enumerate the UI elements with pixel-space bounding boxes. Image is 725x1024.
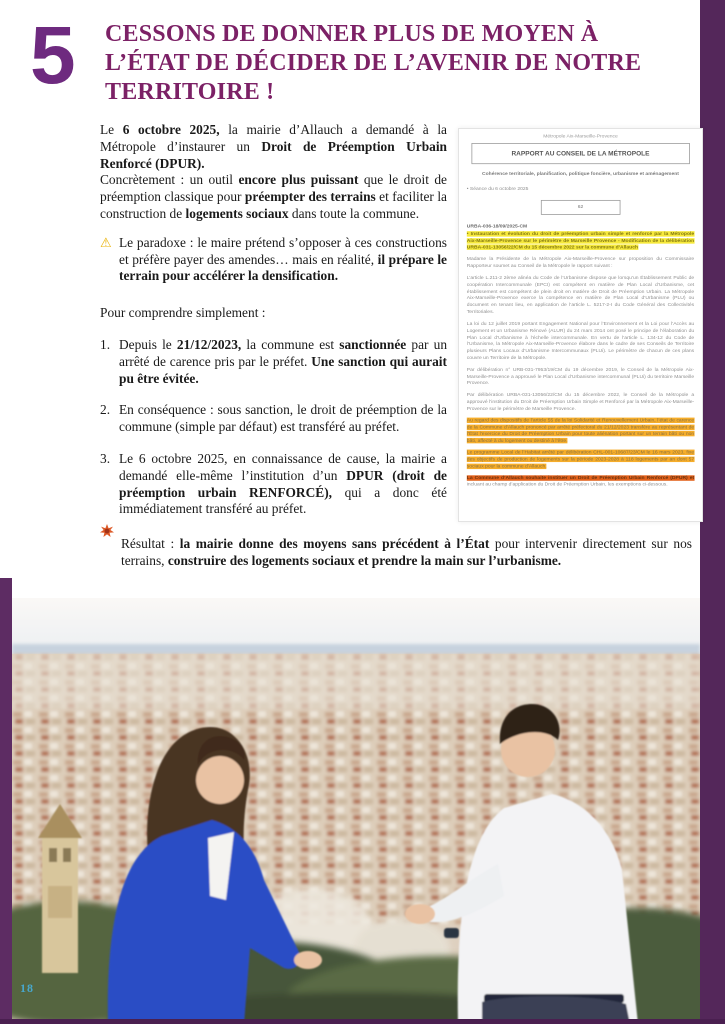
paradox-note — [100, 235, 447, 285]
list-item — [100, 451, 447, 518]
paradox-text: Le paradoxe : le maire prétend s’opposer à ces constructions et préfère payer des amendes… mais en réalité, il prépare le terrain pour accélérer la densification. — [119, 234, 447, 284]
list-marker: 2. — [100, 402, 111, 418]
result-row — [100, 522, 692, 583]
list-marker: 3. — [100, 450, 111, 466]
list-marker: 1. — [100, 336, 111, 352]
intro-paragraph-1: Le 6 octobre 2025, la mairie d’Allauch a demandé à la Métropole d’instaurer un Droit de Préemption Urbain Renforcé (DPUR). — [100, 122, 447, 171]
report-carence-highlight: Au regard des dispositifs de l’article 55 de la loi Solidarité et Renouvellement Urbain, l’état de carence de la Commune d’Allauch prononcé par arrêté préfectoral du 21/12/2023 transfère au représentant de l’État l’exercice du Droit de Préemption Urbain pour toute aliénation portant sur un terrain bâti ou non bâti, affecté à du logement ou destiné à l’être. — [466, 417, 695, 444]
report-org: Métropole Aix-Marseille-Provence — [543, 133, 618, 140]
report-content — [459, 129, 702, 497]
result-text: Résultat : la mairie donne des moyens sans précédent à l’État pour intervenir directement sur nos terrains, construire des logements sociaux et prendre la main sur l’urbanisme. — [121, 536, 692, 569]
report-plh-highlight: Le programme Local de l’Habitat arrêté par délibération CHL-001-10687/23/CM le 16 mars 2023, fixe des objectifs de production de logements sur la période 2023-2028 à 118 logements par an dont 57 sociaux pour la commune d’Allauch. — [466, 449, 695, 469]
report-seance: • Séance du 6 octobre 2025 — [466, 186, 529, 192]
report-paragraph: Par délibération URBA-031-13056/22/CM du 15 décembre 2022, le Conseil de la Métropole a approuvé l’institution du Droit de Préemption Urbain Simple et Renforcé par la Métropole Aix-Marseille-Provence sur le périmètre de Marseille Provence. — [466, 392, 695, 412]
section-number: 5 — [30, 10, 74, 101]
report-deliberation-highlight: • Instauration et évolution du droit de préemption urbain simple et renforcé par la Métropole Aix-Marseille-Provence sur le périmètre de Marseille Provence - Modification de la délibération URBA-031-13056/22/CM du 15 décembre 2022 sur la commune d’Allauch — [466, 230, 695, 251]
report-paragraph: La loi du 12 juillet 2019 portant Engagement National pour l’Environnement et la Loi pour l’Accès au Logement et un Urbanisme Rénové (ALUR) du 24 mars 2014 ont posé le principe de l’élaboration du Plan Local d’Urbanisme à l’échelle intercommunale. En vertu de l’article L. 134-12 du Code de l’Urbanisme, la Métropole Aix-Marseille-Provence élabore dans le cadre de ses Conseils de Territoire plusieurs Plans Locaux d’Urbanisme Intercommunaux (PLUi). Le périmètre de chacun de ces plans couvre un Territoire de la Métropole. — [466, 320, 695, 361]
report-title: RAPPORT AU CONSEIL DE LA MÉTROPOLE — [471, 143, 689, 165]
report-paragraph: Madame la Présidente de la Métropole Aix-Marseille-Provence sur proposition du Commissaire Rapporteur soumet au Conseil de la Métropole le rapport suivant : — [466, 256, 695, 269]
page-title-line: CESSONS DE DONNER PLUS DE MOYEN À — [105, 21, 599, 47]
list-item-text: En conséquence : sous sanction, le droit de préemption de la commune (simple par défaut) est transféré au préfet. — [119, 402, 447, 435]
intro-paragraph-2: Concrètement : un outil encore plus puissant que le droit de préemption classique pour préempter des terrains et faciliter la construction de logements sociaux dans toute la commune. — [100, 172, 447, 221]
list-item-text: Le 6 octobre 2025, en connaissance de cause, la mairie a demandé elle-même l’institution d’un DPUR (droit de préemption urbain RENFORCÉ), qui a donc été immédiatement transféré au préfet. — [119, 450, 447, 517]
photo-two-people-cityscape — [12, 598, 700, 1024]
page-number: 18 — [20, 981, 34, 995]
body-column — [100, 122, 447, 518]
report-paragraph: L’article L.211-2 2ème alinéa du Code de l’Urbanisme dispose que lorsqu’un Établissement Public de coopération Intercommunale (EPCI) est compétent en matière de Plan Local d’Urbanisme, cet établissement est compétent de plein droit en matière de Droit de Préemption Urbain. La Métropole Aix-Marseille-Provence exerce la compétence en matière de Plan Local d’Urbanisme (PLU) ou document en tenant lieu, en application de l’article L. 5217-2-I du Code Général des Collectivités Territoriales. — [466, 274, 695, 315]
burst-icon — [100, 522, 115, 583]
photo-church-tower — [38, 804, 82, 973]
page-title-line: TERRITOIRE ! — [105, 79, 275, 105]
bottom-border-strip — [0, 1019, 725, 1024]
page-title-line: L’ÉTAT DE DÉCIDER DE L’AVENIR DE NOTRE — [105, 50, 642, 76]
list-item — [100, 337, 447, 387]
left-border-strip — [0, 578, 12, 1024]
right-border-strip — [700, 0, 725, 1024]
report-item-number: 62 — [541, 200, 621, 215]
list-item — [100, 402, 447, 436]
report-ref: URBA-036-18/09/2025-CM — [466, 223, 528, 229]
report-dpur-highlight: La Commune d’Allauch souhaite instituer un Droit de Préemption Urbain Renforcé (DPUR) et incluant au champ d’application du Droit de Préemption Urbain, les exemptions ci-dessous. — [466, 474, 695, 488]
metropole-report-scan — [458, 128, 703, 522]
page-title — [105, 20, 690, 107]
report-paragraph: Par délibération n° URB-031-7953/19/CM du 19 décembre 2019, le Conseil de la Métropole Aix-Marseille-Provence a approuvé le Plan Local d’Urbanisme intercommunal (PLUi) du territoire Marseille Provence. — [466, 366, 695, 386]
report-theme: Cohérence territoriale, planification, politique foncière, urbanisme et aménagement — [482, 171, 679, 177]
lead-line: Pour comprendre simplement : — [100, 305, 266, 321]
warning-icon: ⚠ — [100, 234, 112, 250]
list-item-text: Depuis le 21/12/2023, la commune est sanctionnée par un arrêté de carence pris par le préfet. Une sanction qui aurait pu être évitée. — [119, 336, 448, 386]
